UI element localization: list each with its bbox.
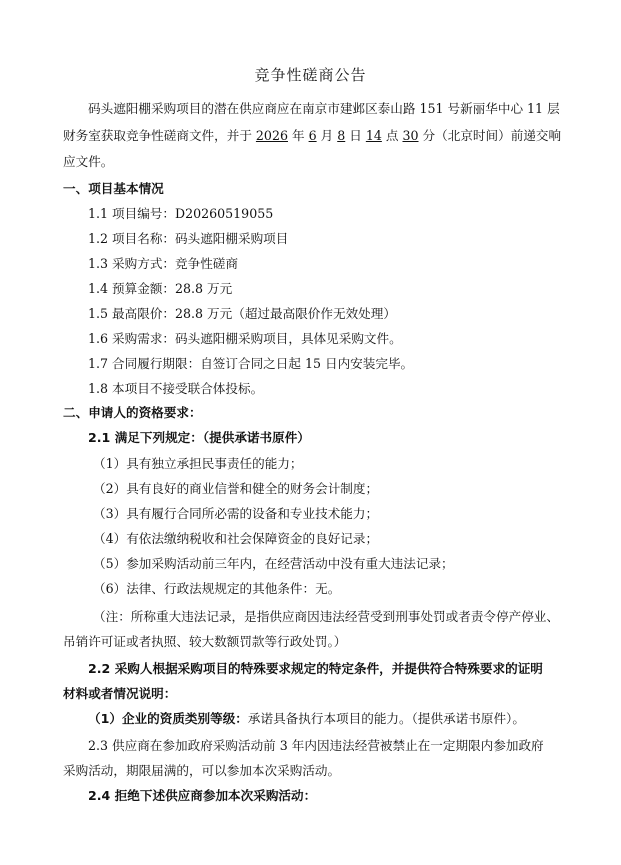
deadline-year-unit: 年 (287, 128, 309, 143)
qualification-condition: （5）参加采购活动前三年内，在经营活动中没有重大违法记录； (93, 556, 454, 571)
page-title: 竞争性磋商公告 (254, 66, 367, 84)
qualification-grade-label: （1）企业的资质类别等级： (88, 711, 248, 726)
deadline-day: 8 (337, 128, 346, 143)
section-1-heading: 一、项目基本情况 (63, 181, 164, 196)
qualification-grade-line (88, 711, 525, 727)
section-1-item: 1.1 项目编号：D20260519055 (88, 206, 274, 221)
deadline-month-unit: 月 (316, 128, 338, 143)
subsection-2-2-line-2: 材料或者情况说明： (63, 686, 177, 701)
qualification-condition: （3）具有履行合同所必需的设备和专业技术能力； (93, 506, 379, 521)
section-1-item: 1.5 最高限价：28.8 万元（超过最高限价作无效处理） (88, 306, 396, 321)
section-1-item: 1.4 预算金额：28.8 万元 (88, 281, 233, 296)
intro-line-3: 应文件。 (63, 154, 114, 169)
section-1-item: 1.2 项目名称：码头遮阳棚采购项目 (88, 231, 289, 246)
note-line-2: 吊销许可证或者执照、较大数额罚款等行政处罚。） (63, 634, 347, 649)
deadline-year: 2026 (255, 128, 288, 143)
intro-line-2-start: 财务室获取竞争性磋商文件，并于 (63, 128, 256, 143)
section-1-item: 1.6 采购需求：码头遮阳棚采购项目，具体见采购文件。 (88, 331, 402, 346)
deadline-month: 6 (308, 128, 317, 143)
section-2-heading: 二、申请人的资格要求： (63, 405, 202, 420)
qualification-grade-value: 承诺具备执行本项目的能力。（提供承诺书原件）。 (247, 711, 525, 726)
deadline-day-unit: 日 (345, 128, 366, 143)
intro-line-2 (63, 128, 561, 144)
section-1-item: 1.7 合同履行期限：自签订合同之日起 15 日内安装完毕。 (88, 356, 414, 371)
intro-line-1: 码头遮阳棚采购项目的潜在供应商应在南京市建邺区泰山路 151 号新丽华中心 11 层 (88, 101, 560, 116)
deadline-hour-unit: 点 (381, 128, 403, 143)
qualification-condition: （2）具有良好的商业信誉和健全的财务会计制度； (93, 481, 379, 496)
subsection-2-3-line-2: 采购活动，期限届满的，可以参加本次采购活动。 (63, 763, 341, 778)
qualification-condition: （1）具有独立承担民事责任的能力； (93, 456, 303, 471)
section-1-item: 1.8 本项目不接受联合体投标。 (88, 381, 264, 396)
qualification-condition: （4）有依法缴纳税收和社会保障资金的良好记录； (93, 531, 379, 546)
intro-line-2-end: （北京时间）前递交响 (435, 128, 562, 143)
section-1-item: 1.3 采购方式：竞争性磋商 (88, 256, 238, 271)
note-line-1: （注：所称重大违法记录，是指供应商因违法经营受到刑事处罚或者责令停产停业、 (93, 609, 559, 624)
subsection-2-2-line-1: 2.2 采购人根据采购项目的特殊要求规定的特定条件，并提供符合特殊要求的证明 (88, 661, 543, 676)
subsection-2-3-line-1: 2.3 供应商在参加政府采购活动前 3 年内因违法经营被禁止在一定期限内参加政府 (88, 738, 544, 753)
deadline-hour: 14 (365, 128, 382, 143)
deadline-minute: 30 (402, 128, 419, 143)
subsection-2-4-heading: 2.4 拒绝下述供应商参加本次采购活动： (88, 788, 317, 803)
qualification-condition: （6）法律、行政法规规定的其他条件：无。 (93, 581, 341, 596)
deadline-minute-unit: 分 (418, 128, 436, 143)
subsection-2-1-heading: 2.1 满足下列规定：（提供承诺书原件） (88, 430, 310, 445)
